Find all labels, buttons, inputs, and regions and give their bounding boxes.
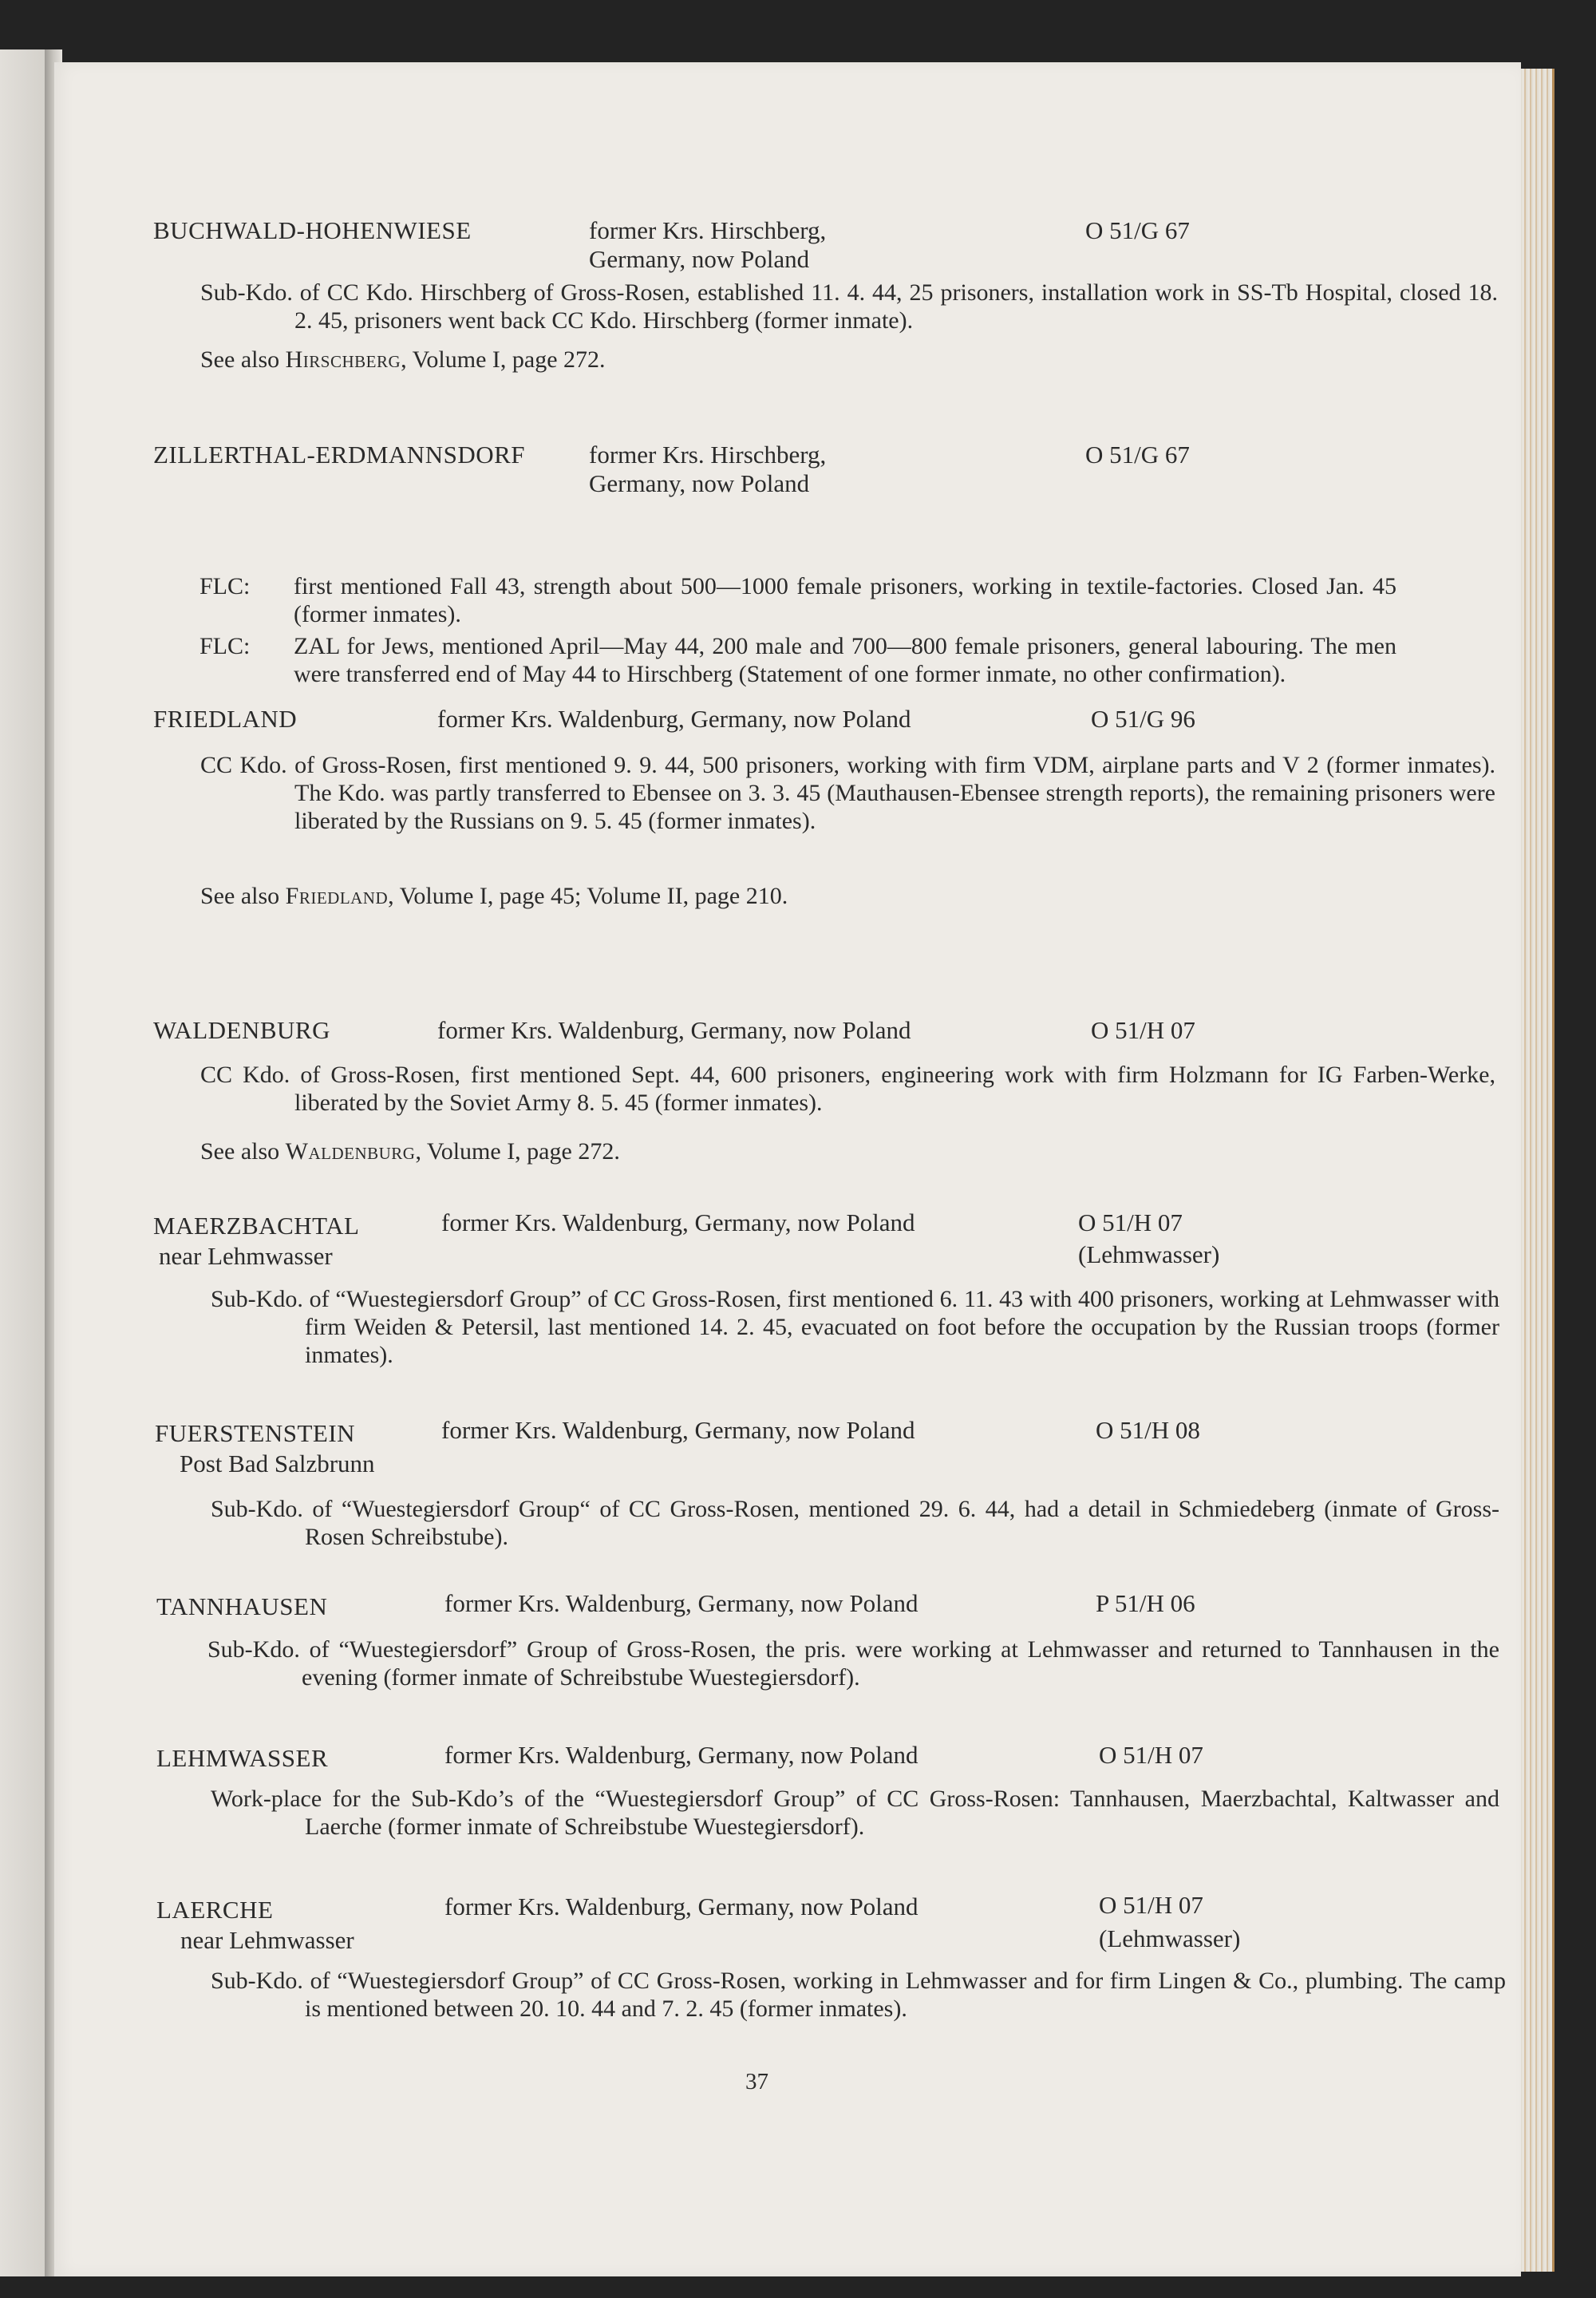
grid-reference <box>1096 1589 1195 1618</box>
entry-subname: near Lehmwasser <box>180 1926 354 1954</box>
entry-location <box>444 1741 918 1770</box>
book-page <box>54 62 1521 2276</box>
entry-laerche <box>54 1891 1521 2022</box>
entry-waldenburg <box>54 1016 1521 1165</box>
entry-name: MAERZBACHTAL <box>153 1212 360 1240</box>
entry-location <box>437 1016 911 1045</box>
see-also-ref: Hirschberg <box>285 346 401 373</box>
page-stack-edge <box>1516 69 1555 2272</box>
grid-reference <box>1085 216 1190 245</box>
grid-line: O 51/H 07 <box>1091 1016 1195 1044</box>
entry-description: Sub-Kdo. of CC Kdo. Hirschberg of Gross-Rosen, established 11. 4. 44, 25 prisoners, installation work in SS-Tb Hospital, closed 18. 2. 45, prisoners went back CC Kdo. Hirschberg (former inmate). <box>200 279 1498 334</box>
location-line: former Krs. Hirschberg, <box>589 441 827 469</box>
grid-reference <box>1099 1741 1203 1770</box>
grid-reference <box>1085 441 1190 469</box>
entry-name: ZILLERTHAL-ERDMANNSDORF <box>153 441 526 469</box>
grid-line: O 51/H 07 <box>1099 1741 1203 1769</box>
grid-reference <box>1099 1891 1240 1953</box>
location-line: former Krs. Waldenburg, Germany, now Poland <box>441 1416 915 1444</box>
entry-description: Sub-Kdo. of “Wuestegiersdorf Group“ of CC Gross-Rosen, mentioned 29. 6. 44, had a detail in Schmiedeberg (inmate of Gross-Rosen Schreibstube). <box>211 1496 1499 1550</box>
entry-description: Work-place for the Sub-Kdo’s of the “Wuestegiersdorf Group” of CC Gross-Rosen: Tannhausen, Maerzbachtal, Kaltwasser and Laerche (former inmate of Schreibstube Wuestegiersdorf). <box>211 1786 1499 1840</box>
entry-description: CC Kdo. of Gross-Rosen, first mentioned Sept. 44, 600 prisoners, engineering work with firm Holzmann for IG Farben-Werke, liberated by the Soviet Army 8. 5. 45 (former inmates). <box>200 1062 1495 1116</box>
see-also-ref: Waldenburg <box>285 1138 416 1165</box>
grid-reference <box>1096 1416 1200 1445</box>
location-line: former Krs. Waldenburg, Germany, now Poland <box>437 705 911 733</box>
see-also: See also Waldenburg, Volume I, page 272. <box>200 1138 620 1165</box>
location-line: Germany, now Poland <box>589 245 810 273</box>
entry-name: FRIEDLAND <box>153 705 298 733</box>
grid-line: O 51/H 07 <box>1099 1891 1203 1919</box>
entry-description: Sub-Kdo. of “Wuestegiersdorf Group” of CC Gross-Rosen, first mentioned 6. 11. 43 with 400 prisoners, working at Lehmwasser with firm Weiden & Petersil, last mentioned 14. 2. 45, evacuated on foot before the occupation by the Russian troops (former inmates). <box>211 1286 1499 1368</box>
location-line: former Krs. Waldenburg, Germany, now Poland <box>444 1741 918 1769</box>
flc-text: ZAL for Jews, mentioned April—May 44, 200 male and 700—800 female prisoners, general labouring. The men were transferred end of May 44 to Hirschberg (Statement of one former inmate, no other confirmation). <box>294 633 1396 687</box>
entry-maerzbachtal <box>54 1208 1521 1368</box>
grid-line: O 51/H 07 <box>1078 1208 1183 1236</box>
entry-name: TANNHAUSEN <box>156 1592 328 1620</box>
grid-line: P 51/H 06 <box>1096 1589 1195 1617</box>
entry-location <box>444 1589 918 1618</box>
entry-zillerthal-erdmannsdorf <box>54 441 1521 687</box>
grid-line: (Lehmwasser) <box>1078 1240 1220 1268</box>
grid-reference <box>1091 1016 1195 1045</box>
entry-name: BUCHWALD-HOHENWIESE <box>153 216 472 244</box>
entry-buchwald-hohenwiese <box>54 216 1521 373</box>
entry-name: WALDENBURG <box>153 1016 330 1044</box>
grid-line: O 51/G 96 <box>1091 705 1195 733</box>
page-number: 37 <box>745 2069 768 2094</box>
location-line: Germany, now Poland <box>589 469 810 497</box>
grid-line: O 51/G 67 <box>1085 441 1190 469</box>
entry-location <box>441 1208 915 1237</box>
location-line: former Krs. Waldenburg, Germany, now Poland <box>437 1016 911 1044</box>
see-also: See also Friedland, Volume I, page 45; Volume II, page 210. <box>200 883 788 909</box>
entry-lehmwasser <box>54 1741 1521 1840</box>
grid-reference <box>1091 705 1195 734</box>
location-line: former Krs. Hirschberg, <box>589 216 827 244</box>
grid-reference <box>1078 1208 1219 1269</box>
location-line: former Krs. Waldenburg, Germany, now Poland <box>441 1208 915 1236</box>
entry-description: Sub-Kdo. of “Wuestegiersdorf” Group of Gross-Rosen, the pris. were working at Lehmwasser and returned to Tannhausen in the evening (former inmate of Schreibstube Wuestegiersdorf). <box>207 1636 1499 1691</box>
entry-location <box>444 1893 918 1921</box>
entry-friedland <box>54 705 1521 909</box>
flc-text: first mentioned Fall 43, strength about 500—1000 female prisoners, working in textile-factories. Closed Jan. 45 (former inmates). <box>294 573 1396 627</box>
entry-name: FUERSTENSTEIN <box>155 1419 356 1447</box>
entry-location <box>441 1416 915 1445</box>
entry-name: LAERCHE <box>156 1896 274 1924</box>
entry-name: LEHMWASSER <box>156 1744 329 1772</box>
grid-line: O 51/H 08 <box>1096 1416 1200 1444</box>
location-line: former Krs. Waldenburg, Germany, now Poland <box>444 1893 918 1920</box>
entry-description: Sub-Kdo. of “Wuestegiersdorf Group” of CC Gross-Rosen, working in Lehmwasser and for firm Lingen & Co., plumbing. The camp is mentioned between 20. 10. 44 and 7. 2. 45 (former inmates). <box>211 1968 1506 2022</box>
entry-subname: Post Bad Salzbrunn <box>180 1450 375 1477</box>
grid-line: O 51/G 67 <box>1085 216 1190 244</box>
entry-location <box>589 441 826 498</box>
entry-fuerstenstein <box>54 1416 1521 1550</box>
see-also: See also Hirschberg, Volume I, page 272. <box>200 346 606 373</box>
entry-tannhausen <box>54 1589 1521 1691</box>
grid-line: (Lehmwasser) <box>1099 1924 1241 1952</box>
entry-location <box>589 216 826 274</box>
entry-description: CC Kdo. of Gross-Rosen, first mentioned 9. 9. 44, 500 prisoners, working with firm VDM, airplane parts and V 2 (former inmates). The Kdo. was partly transferred to Ebensee on 3. 3. 45 (Mauthausen-Ebensee strength reports), the remaining prisoners were liberated by the Russians on 9. 5. 45 (former inmates). <box>200 752 1495 834</box>
entry-location <box>437 705 911 734</box>
flc-tag: FLC: <box>200 633 251 659</box>
location-line: former Krs. Waldenburg, Germany, now Poland <box>444 1589 918 1617</box>
see-also-ref: Friedland <box>285 883 389 909</box>
flc-tag: FLC: <box>200 573 251 599</box>
entry-subname: near Lehmwasser <box>159 1242 333 1270</box>
